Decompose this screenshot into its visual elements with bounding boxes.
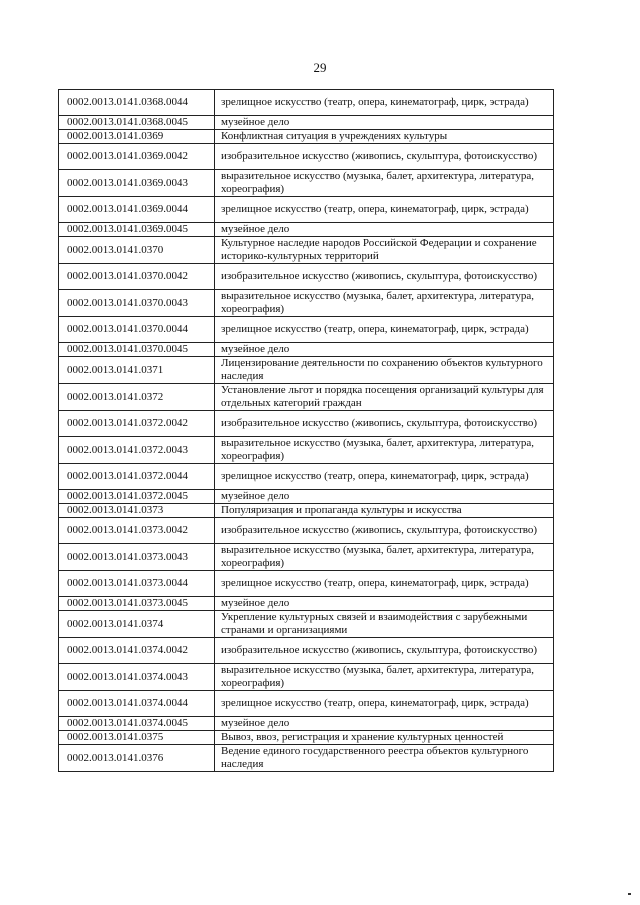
row-code: 0002.0013.0141.0369.0044	[59, 197, 215, 223]
row-description: Конфликтная ситуация в учреждениях культуры	[215, 130, 554, 144]
table-row	[59, 90, 554, 116]
row-code: 0002.0013.0141.0368.0045	[59, 116, 215, 130]
row-description: изобразительное искусство (живопись, скульптура, фотоискусство)	[215, 144, 554, 170]
table-row	[59, 264, 554, 290]
row-description: изобразительное искусство (живопись, скульптура, фотоискусство)	[215, 411, 554, 437]
row-code: 0002.0013.0141.0370	[59, 237, 215, 264]
row-description: музейное дело	[215, 597, 554, 611]
row-code: 0002.0013.0141.0374.0045	[59, 717, 215, 731]
row-code: 0002.0013.0141.0369.0045	[59, 223, 215, 237]
row-description: зрелищное искусство (театр, опера, кинематограф, цирк, эстрада)	[215, 197, 554, 223]
row-description: музейное дело	[215, 223, 554, 237]
table-row	[59, 691, 554, 717]
row-code: 0002.0013.0141.0368.0044	[59, 90, 215, 116]
row-code: 0002.0013.0141.0369	[59, 130, 215, 144]
row-code: 0002.0013.0141.0374.0042	[59, 638, 215, 664]
row-description: Установление льгот и порядка посещения организаций культуры для отдельных категорий граждан	[215, 384, 554, 411]
table-row	[59, 664, 554, 691]
row-description: зрелищное искусство (театр, опера, кинематограф, цирк, эстрада)	[215, 90, 554, 116]
row-code: 0002.0013.0141.0372	[59, 384, 215, 411]
table-row	[59, 717, 554, 731]
page-number: 29	[313, 60, 327, 75]
row-code: 0002.0013.0141.0372.0045	[59, 490, 215, 504]
row-code: 0002.0013.0141.0369.0043	[59, 170, 215, 197]
row-description: выразительное искусство (музыка, балет, архитектура, литература, хореография)	[215, 664, 554, 691]
row-code: 0002.0013.0141.0372.0044	[59, 464, 215, 490]
table-row	[59, 611, 554, 638]
table-row	[59, 223, 554, 237]
row-code: 0002.0013.0141.0375	[59, 731, 215, 745]
row-description: выразительное искусство (музыка, балет, архитектура, литература, хореография)	[215, 290, 554, 317]
table-row	[59, 130, 554, 144]
row-description: Культурное наследие народов Российской Федерации и сохранение историко-культурных территорий	[215, 237, 554, 264]
row-description: музейное дело	[215, 343, 554, 357]
table-row	[59, 317, 554, 343]
row-code: 0002.0013.0141.0374.0043	[59, 664, 215, 691]
row-description: музейное дело	[215, 717, 554, 731]
table-row	[59, 357, 554, 384]
row-description: изобразительное искусство (живопись, скульптура, фотоискусство)	[215, 518, 554, 544]
table-row	[59, 745, 554, 772]
table-row	[59, 571, 554, 597]
row-code: 0002.0013.0141.0373.0043	[59, 544, 215, 571]
table-row	[59, 731, 554, 745]
table-row	[59, 170, 554, 197]
row-description: музейное дело	[215, 116, 554, 130]
row-description: зрелищное искусство (театр, опера, кинематограф, цирк, эстрада)	[215, 691, 554, 717]
row-description: выразительное искусство (музыка, балет, архитектура, литература, хореография)	[215, 437, 554, 464]
table-row	[59, 638, 554, 664]
row-description: зрелищное искусство (театр, опера, кинематограф, цирк, эстрада)	[215, 464, 554, 490]
row-code: 0002.0013.0141.0374	[59, 611, 215, 638]
table-row	[59, 411, 554, 437]
row-code: 0002.0013.0141.0370.0042	[59, 264, 215, 290]
row-code: 0002.0013.0141.0370.0045	[59, 343, 215, 357]
row-description: зрелищное искусство (театр, опера, кинематограф, цирк, эстрада)	[215, 317, 554, 343]
row-description: изобразительное искусство (живопись, скульптура, фотоискусство)	[215, 264, 554, 290]
table-row	[59, 144, 554, 170]
table-row	[59, 237, 554, 264]
row-description: Лицензирование деятельности по сохранению объектов культурного наследия	[215, 357, 554, 384]
row-description: зрелищное искусство (театр, опера, кинематограф, цирк, эстрада)	[215, 571, 554, 597]
row-code: 0002.0013.0141.0373.0042	[59, 518, 215, 544]
row-code: 0002.0013.0141.0371	[59, 357, 215, 384]
table-body	[59, 90, 554, 772]
row-description: Вывоз, ввоз, регистрация и хранение культурных ценностей	[215, 731, 554, 745]
row-code: 0002.0013.0141.0373	[59, 504, 215, 518]
row-description: Популяризация и пропаганда культуры и искусства	[215, 504, 554, 518]
row-description: музейное дело	[215, 490, 554, 504]
table-row	[59, 437, 554, 464]
row-description: выразительное искусство (музыка, балет, архитектура, литература, хореография)	[215, 170, 554, 197]
scan-mark	[628, 893, 631, 895]
row-code: 0002.0013.0141.0370.0043	[59, 290, 215, 317]
table-row	[59, 490, 554, 504]
row-code: 0002.0013.0141.0373.0044	[59, 571, 215, 597]
row-description: Укрепление культурных связей и взаимодействия с зарубежными странами и организациями	[215, 611, 554, 638]
table-row	[59, 116, 554, 130]
table-row	[59, 343, 554, 357]
row-code: 0002.0013.0141.0370.0044	[59, 317, 215, 343]
row-code: 0002.0013.0141.0374.0044	[59, 691, 215, 717]
row-description: Ведение единого государственного реестра объектов культурного наследия	[215, 745, 554, 772]
table-row	[59, 504, 554, 518]
row-description: выразительное искусство (музыка, балет, архитектура, литература, хореография)	[215, 544, 554, 571]
row-code: 0002.0013.0141.0373.0045	[59, 597, 215, 611]
row-code: 0002.0013.0141.0372.0042	[59, 411, 215, 437]
row-code: 0002.0013.0141.0369.0042	[59, 144, 215, 170]
row-code: 0002.0013.0141.0372.0043	[59, 437, 215, 464]
table-row	[59, 384, 554, 411]
row-description: изобразительное искусство (живопись, скульптура, фотоискусство)	[215, 638, 554, 664]
row-code: 0002.0013.0141.0376	[59, 745, 215, 772]
table-row	[59, 597, 554, 611]
table-row	[59, 290, 554, 317]
table-row	[59, 518, 554, 544]
table-row	[59, 197, 554, 223]
table-row	[59, 544, 554, 571]
classifier-table	[58, 89, 554, 772]
table-row	[59, 464, 554, 490]
